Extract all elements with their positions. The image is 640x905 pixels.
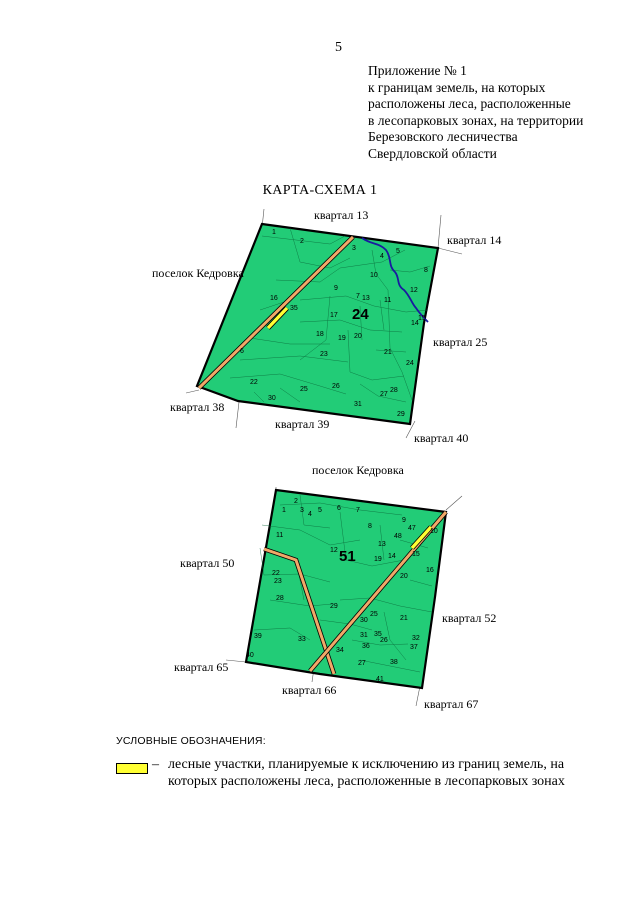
plot-number: 7 (356, 507, 360, 514)
plot-number: 47 (408, 525, 416, 532)
plot-number: 21 (400, 615, 408, 622)
plot-number: 35 (374, 631, 382, 638)
plot-number: 9 (402, 517, 406, 524)
map2-label-west: квартал 50 (180, 556, 235, 570)
legend-dash: – (152, 757, 159, 772)
plot-number: 23 (320, 351, 328, 358)
plot-number: 21 (384, 349, 392, 356)
plot-number: 10 (370, 272, 378, 279)
appendix-line: Березовского лесничества (368, 129, 518, 144)
plot-number: 20 (400, 573, 408, 580)
plot-number: 11 (276, 532, 284, 539)
plot-number: 28 (276, 595, 284, 602)
map2-label-south: квартал 66 (282, 683, 337, 697)
appendix-line: в лесопарковых зонах, на территории (368, 112, 584, 128)
plot-number: 22 (272, 570, 280, 577)
plot-number: 29 (397, 411, 405, 418)
plot-number: 16 (426, 567, 434, 574)
page-number: 5 (335, 40, 342, 55)
map2-forest-area (246, 490, 446, 688)
map2 (174, 463, 496, 711)
legend-item-text: лесные участки, планируемые к исключению из границ земель, на которых расположены леса, расположенные в лесопарковых зонах (168, 757, 565, 789)
plot-number: 6 (337, 505, 341, 512)
plot-number: 9 (334, 285, 338, 292)
plot-number: 19 (374, 556, 382, 563)
plot-number: 3 (300, 507, 304, 514)
plot-number: 1 (282, 507, 286, 514)
plot-number: 27 (380, 391, 388, 398)
plot-number: 25 (300, 386, 308, 393)
plot-number: 12 (410, 287, 418, 294)
plot-number: 24 (406, 360, 414, 367)
plot-number: 25 (370, 611, 378, 618)
plot-number: 23 (274, 578, 282, 585)
plot-number: 3 (352, 245, 356, 252)
map1-quarter-number: 24 (352, 306, 369, 323)
plot-number: 17 (330, 312, 338, 319)
map2-label-southwest: квартал 65 (174, 660, 229, 674)
plot-number: 8 (368, 523, 372, 530)
plot-number: 13 (362, 295, 370, 302)
plot-number: 4 (380, 253, 384, 260)
map2-label-southeast: квартал 67 (424, 697, 479, 711)
plot-number: 8 (424, 267, 428, 274)
legend-swatch-highlight (116, 763, 148, 774)
plot-number: 35 (290, 305, 298, 312)
plot-number: 27 (358, 660, 366, 667)
map-title: КАРТА-СХЕМА 1 (262, 183, 378, 198)
plot-number: 22 (250, 379, 258, 386)
legend-title: УСЛОВНЫЕ ОБОЗНАЧЕНИЯ: (116, 735, 266, 747)
plot-number: 33 (298, 636, 306, 643)
plot-number: 34 (336, 647, 344, 654)
plot-number: 14 (388, 553, 396, 560)
plot-number: 15 (412, 551, 420, 558)
plot-number: 29 (330, 603, 338, 610)
plot-number: 31 (354, 401, 362, 408)
plot-number: 26 (380, 637, 388, 644)
plot-number: 14 (411, 320, 419, 327)
plot-number: 39 (254, 633, 262, 640)
plot-number: 30 (268, 395, 276, 402)
plot-number: 32 (412, 635, 420, 642)
plot-number: 41 (376, 676, 384, 683)
map1-label-southwest: квартал 38 (170, 400, 225, 414)
appendix-line: Приложение № 1 (368, 63, 467, 78)
map1-label-southeast: квартал 40 (414, 431, 469, 445)
plot-number: 31 (360, 632, 368, 639)
map2-label-east: квартал 52 (442, 611, 497, 625)
plot-number: 2 (300, 238, 304, 245)
plot-number: 15 (418, 315, 426, 322)
plot-number: 38 (390, 659, 398, 666)
plot-number: 30 (360, 617, 368, 624)
plot-number: 6 (240, 348, 244, 355)
appendix-line: к границам земель, на которых (368, 79, 546, 95)
plot-number: 37 (410, 644, 418, 651)
plot-number: 40 (246, 652, 254, 659)
plot-number: 18 (316, 331, 324, 338)
plot-number: 13 (378, 541, 386, 548)
appendix-line: расположены леса, расположенные (368, 96, 571, 111)
map1-label-northeast: квартал 14 (447, 233, 502, 247)
plot-number: 20 (354, 333, 362, 340)
plot-number: 11 (384, 297, 392, 304)
map1-label-east: квартал 25 (433, 335, 488, 349)
plot-number: 7 (356, 293, 360, 300)
map2-label-north: поселок Кедровка (312, 463, 404, 477)
map2-quarter-number: 51 (339, 548, 356, 565)
plot-number: 4 (308, 511, 312, 518)
appendix-line: Свердловской области (368, 145, 497, 161)
plot-number: 5 (318, 507, 322, 514)
plot-number: 12 (330, 547, 338, 554)
map1-label-north: квартал 13 (314, 208, 369, 222)
map1-label-west: поселок Кедровка (152, 266, 244, 280)
map1 (152, 208, 501, 445)
plot-number: 36 (362, 643, 370, 650)
plot-number: 16 (270, 295, 278, 302)
plot-number: 48 (394, 533, 402, 540)
plot-number: 10 (430, 528, 438, 535)
plot-number: 5 (396, 248, 400, 255)
plot-number: 19 (338, 335, 346, 342)
plot-number: 1 (272, 229, 276, 236)
plot-number: 2 (294, 498, 298, 505)
map1-label-south: квартал 39 (275, 417, 330, 431)
plot-number: 28 (390, 387, 398, 394)
plot-number: 26 (332, 383, 340, 390)
map1-forest-area (197, 224, 438, 424)
